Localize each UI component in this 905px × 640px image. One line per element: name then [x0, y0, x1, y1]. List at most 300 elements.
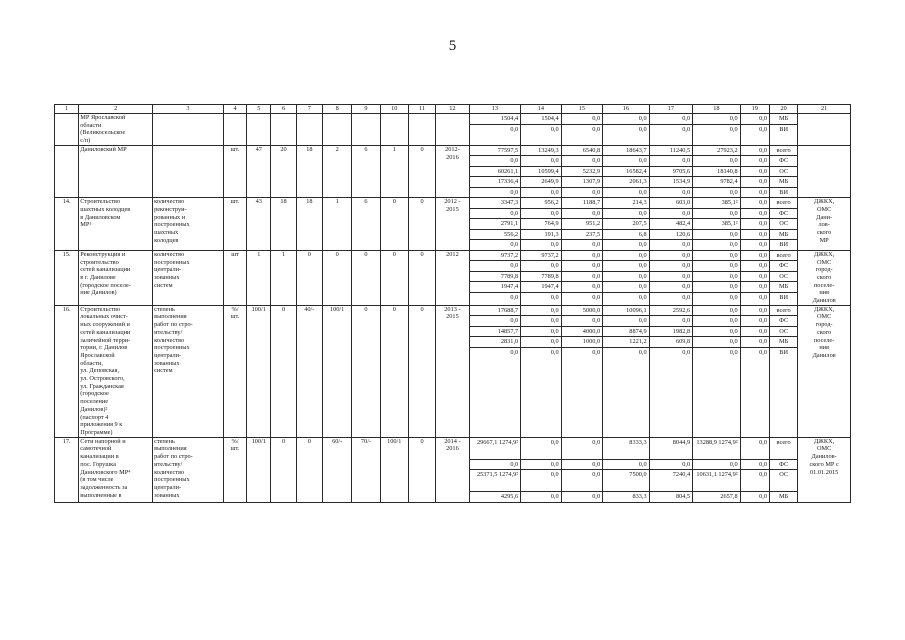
financing-year-2016	[693, 305, 741, 437]
measure-name: Даниловский МР	[79, 145, 153, 198]
column-number-7: 7	[296, 105, 322, 114]
financing-value: 0,0	[741, 219, 769, 230]
financing-value: 7240,4	[650, 470, 692, 492]
financing-value: 0,0	[682, 125, 691, 133]
financing-year-2012	[521, 437, 561, 502]
target-c9: 0	[352, 305, 380, 437]
financing-value: ВИ	[779, 125, 788, 133]
financing-value: 18140,8	[693, 167, 740, 178]
column-number-2: 2	[79, 105, 153, 114]
financing-value: 0,0	[741, 251, 769, 262]
financing-value: 10631,1 1274,9²	[693, 470, 740, 492]
financing-value: 0,0	[759, 125, 767, 133]
unit: шт	[223, 250, 246, 305]
financing-value: 1000,0	[562, 337, 602, 348]
financing-value: 0,0	[470, 460, 521, 471]
financing-value: 0,0	[693, 230, 740, 241]
financing-value: 0,0	[693, 209, 740, 220]
financing-value: 0,0	[741, 460, 769, 471]
financing-source	[769, 250, 797, 305]
financing-value: 0,0	[741, 306, 769, 317]
financing-total	[469, 145, 521, 198]
column-number-6: 6	[271, 105, 296, 114]
target-c7: 18	[296, 198, 322, 251]
financing-value: 0,0	[741, 167, 769, 178]
financing-value: 9737,2	[470, 251, 521, 262]
financing-value: 207,5	[603, 219, 649, 230]
measure-name: Строительство шахтных колодцев в Даниловском МР¹	[79, 198, 153, 251]
financing-value: 11240,5	[650, 146, 692, 157]
financing-year-2013	[561, 145, 602, 198]
financing-value: 2061,3	[603, 177, 649, 188]
financing-value: ВИ	[779, 241, 788, 249]
target-c5: 100/1	[247, 305, 271, 437]
target-c8: 100/1	[322, 305, 351, 437]
column-number-12: 12	[436, 105, 469, 114]
financing-value: ФС	[770, 316, 797, 327]
financing-value: 0,0	[741, 146, 769, 157]
financing-value: 0,0	[510, 188, 519, 196]
financing-year-2013	[561, 437, 602, 502]
financing-value: МБ	[770, 114, 797, 125]
financing-value: 0,0	[741, 337, 769, 348]
financing-source	[769, 198, 797, 251]
financing-value: 0,0	[741, 198, 769, 209]
financing-value: 0,0	[729, 293, 738, 301]
financing-value: 2657,8	[720, 493, 738, 501]
financing-value: 7500,0	[603, 470, 649, 492]
financing-value: 9737,2	[521, 251, 560, 262]
financing-value: 0,0	[741, 327, 769, 338]
financing-value: ВИ	[779, 188, 788, 196]
financing-value: 0,0	[741, 261, 769, 272]
financing-year-2015	[649, 305, 692, 437]
financing-value: ФС	[770, 261, 797, 272]
financing-value: 77597,5	[470, 146, 521, 157]
financing-value: 0,0	[521, 460, 560, 471]
financing-value: 0,0	[759, 493, 767, 501]
financing-value: 7789,8	[521, 272, 560, 283]
financing-year-2012	[521, 198, 561, 251]
financing-value: 0,0	[693, 114, 740, 125]
financing-value: 0,0	[650, 282, 692, 293]
financing-value: 0,0	[741, 316, 769, 327]
financing-value: 0,0	[521, 438, 560, 460]
financing-value: 0,0	[741, 470, 769, 492]
financing-value: 0,0	[592, 493, 601, 501]
financing-value: 0,0	[729, 348, 738, 356]
row-number	[55, 145, 79, 198]
target-c6: 1	[271, 250, 296, 305]
financing-value: 0,0	[693, 261, 740, 272]
financing-value: 4000,0	[562, 327, 602, 338]
financing-value: 0,0	[638, 188, 647, 196]
unit: %/ шт.	[223, 305, 246, 437]
financing-year-2015	[649, 198, 692, 251]
financing-value: 1947,4	[470, 282, 521, 293]
target-c10: 0	[380, 198, 408, 251]
target-c5: 43	[247, 198, 271, 251]
column-number-4: 4	[223, 105, 246, 114]
financing-value: 0,0	[650, 251, 692, 262]
financing-value: 0,0	[550, 493, 559, 501]
financing-value: ВИ	[779, 293, 788, 301]
target-c11	[408, 114, 435, 146]
target-c6: 0	[271, 437, 296, 502]
financing-value: 0,0	[729, 188, 738, 196]
column-number-20: 20	[769, 105, 797, 114]
financing-value: 0,0	[759, 293, 767, 301]
column-number-17: 17	[649, 105, 692, 114]
financing-value: 0,0	[638, 241, 647, 249]
financing-value: 0,0	[693, 337, 740, 348]
row-number: 17.	[55, 437, 79, 502]
column-number-16: 16	[603, 105, 650, 114]
financing-value: 9705,6	[650, 167, 692, 178]
financing-value: 385,1²	[693, 219, 740, 230]
table-row-yaroslavl	[55, 114, 851, 146]
unit: %/ шт.	[223, 437, 246, 502]
executor	[798, 114, 851, 146]
financing-value: МБ	[770, 230, 797, 241]
financing-year-2016	[693, 114, 741, 146]
financing-value: 0,0	[682, 348, 691, 356]
financing-value: 17336,4	[470, 177, 521, 188]
financing-value: 2592,6	[650, 306, 692, 317]
financing-value: 0,0	[650, 156, 692, 167]
financing-value: 6540,8	[562, 146, 602, 157]
financing-year-2017	[740, 114, 769, 146]
financing-total	[469, 198, 521, 251]
target-c5: 1	[247, 250, 271, 305]
financing-year-2012	[521, 305, 561, 437]
financing-value: 1307,9	[562, 177, 602, 188]
financing-value: МБ	[770, 177, 797, 188]
target-c8: 0	[322, 250, 351, 305]
indicator: количество реконструи- рованных и построенных шахтных колодцев	[153, 198, 224, 251]
target-c11: 0	[408, 250, 435, 305]
financing-value: 1504,4	[521, 114, 560, 125]
target-c9	[352, 114, 380, 146]
target-c10: 0	[380, 250, 408, 305]
financing-year-2012	[521, 250, 561, 305]
column-number-11: 11	[408, 105, 435, 114]
indicator	[153, 145, 224, 198]
page-number: 5	[448, 38, 457, 54]
financing-year-2015	[649, 114, 692, 146]
financing-value: 8874,9	[603, 327, 649, 338]
financing-value: МБ	[779, 493, 789, 501]
financing-value: 0,0	[759, 348, 767, 356]
target-c11: 0	[408, 145, 435, 198]
financing-year-2013	[561, 250, 602, 305]
financing-value: 804,5	[675, 493, 691, 501]
financing-value: 0,0	[693, 282, 740, 293]
financing-value: 0,0	[741, 177, 769, 188]
target-c7: 0	[296, 250, 322, 305]
financing-value: 1982,8	[650, 327, 692, 338]
table-row-row-17	[55, 437, 851, 502]
financing-year-2014	[603, 437, 650, 502]
target-c6: 18	[271, 198, 296, 251]
financing-source	[769, 437, 797, 502]
measure-name: Строительство локальных очист- ных сооружений и сетей канализации заличейной терри- тории, г. Данилов Ярославской области, ул. Деповская, ул. Островского, ул. Гражданская (городское поселение Данилов)² (паспорт 4 приложения 9 к Программе)	[79, 305, 153, 437]
financing-value: 0,0	[603, 272, 649, 283]
financing-value: 1188,7	[562, 198, 602, 209]
financing-value: 13288,9 1274,9²	[693, 438, 740, 460]
financing-value: 14857,7	[470, 327, 521, 338]
financing-value: 0,0	[592, 293, 601, 301]
executor: ДЖКХ, ОМС Данилов- ского МР с 01.01.2015	[798, 437, 851, 502]
executor: ДЖКХ, ОМС город- ского поселе- ния Данилов	[798, 305, 851, 437]
financing-value: 2649,9	[521, 177, 560, 188]
financing-value: 17688,7	[470, 306, 521, 317]
financing-value: 16582,4	[603, 167, 649, 178]
implementation-years: 2012	[436, 250, 469, 305]
indicator: количество построенных централи- зованных систем	[153, 250, 224, 305]
financing-value: 214,3	[603, 198, 649, 209]
financing-value: 603,0	[650, 198, 692, 209]
row-number: 16.	[55, 305, 79, 437]
implementation-years: 2012 - 2015	[436, 198, 469, 251]
financing-value: 0,0	[741, 272, 769, 283]
financing-value: 0,0	[550, 125, 559, 133]
financing-value: всего	[770, 251, 797, 262]
financing-value: 191,3	[521, 230, 560, 241]
column-number-3: 3	[153, 105, 224, 114]
financing-value: ВИ	[779, 348, 788, 356]
financing-value: 29667,1 1274,9²	[470, 438, 521, 460]
table-row-row-15	[55, 250, 851, 305]
target-c8: 1	[322, 198, 351, 251]
financing-value: 956,2	[521, 198, 560, 209]
financing-value: 0,0	[562, 282, 602, 293]
financing-value: 0,0	[638, 293, 647, 301]
target-c8: 2	[322, 145, 351, 198]
executor	[798, 145, 851, 198]
financing-value: 0,0	[603, 156, 649, 167]
column-number-18: 18	[693, 105, 741, 114]
target-c8	[322, 114, 351, 146]
financing-value: 0,0	[603, 316, 649, 327]
financing-value: 0,0	[550, 348, 559, 356]
target-c11: 0	[408, 305, 435, 437]
financing-value: 0,0	[741, 114, 769, 125]
financing-value: ОС	[770, 167, 797, 178]
target-c6: 0	[271, 305, 296, 437]
financing-value: 0,0	[729, 241, 738, 249]
financing-value: 18643,7	[603, 146, 649, 157]
financing-value: 0,0	[562, 156, 602, 167]
financing-value: 0,0	[603, 460, 649, 471]
financing-year-2013	[561, 114, 602, 146]
financing-value: 0,0	[693, 316, 740, 327]
financing-value: 0,0	[741, 209, 769, 220]
financing-year-2016	[693, 437, 741, 502]
financing-value: 0,0	[693, 306, 740, 317]
financing-source	[769, 145, 797, 198]
program-table	[54, 104, 851, 503]
financing-year-2014	[603, 114, 650, 146]
financing-value: 0,0	[741, 438, 769, 460]
target-c7: 18	[296, 145, 322, 198]
financing-value: 0,0	[682, 188, 691, 196]
financing-total	[469, 250, 521, 305]
financing-value: 0,0	[470, 261, 521, 272]
financing-value: 1534,9	[650, 177, 692, 188]
financing-year-2015	[649, 250, 692, 305]
row-number: 15.	[55, 250, 79, 305]
financing-value: 0,0	[693, 251, 740, 262]
financing-total	[469, 437, 521, 502]
financing-value: 0,0	[693, 156, 740, 167]
financing-value: 2791,1	[470, 219, 521, 230]
financing-value: 0,0	[603, 114, 649, 125]
financing-value: 0,0	[741, 156, 769, 167]
financing-value: 0,0	[592, 348, 601, 356]
financing-year-2015	[649, 437, 692, 502]
financing-value: 120,6	[650, 230, 692, 241]
financing-value: 0,0	[650, 261, 692, 272]
unit: шт.	[223, 198, 246, 251]
target-c9: 6	[352, 145, 380, 198]
financing-value: 3347,3	[470, 198, 521, 209]
column-number-13: 13	[469, 105, 521, 114]
financing-value: всего	[770, 438, 797, 460]
financing-value: 0,0	[510, 293, 519, 301]
financing-value: 0,0	[562, 470, 602, 492]
financing-value: ОС	[770, 219, 797, 230]
financing-value: 5000,0	[562, 306, 602, 317]
column-number-1: 1	[55, 105, 79, 114]
financing-value: 0,0	[592, 188, 601, 196]
financing-value: 0,0	[650, 114, 692, 125]
financing-value: 0,0	[741, 282, 769, 293]
financing-value: 0,0	[650, 316, 692, 327]
financing-value: 9782,4	[693, 177, 740, 188]
financing-value: 0,0	[592, 241, 601, 249]
target-c10	[380, 114, 408, 146]
row-number	[55, 114, 79, 146]
implementation-years	[436, 114, 469, 146]
financing-source	[769, 114, 797, 146]
financing-year-2016	[693, 198, 741, 251]
unit: шт.	[223, 145, 246, 198]
financing-value: 0,0	[650, 272, 692, 283]
table-row-row-14	[55, 198, 851, 251]
financing-value: 0,0	[510, 348, 519, 356]
financing-value: 385,1²	[693, 198, 740, 209]
financing-value: 0,0	[603, 209, 649, 220]
financing-year-2013	[561, 305, 602, 437]
financing-value: 0,0	[741, 230, 769, 241]
column-number-19: 19	[740, 105, 769, 114]
financing-value: 2831,0	[470, 337, 521, 348]
target-c7: 0	[296, 437, 322, 502]
column-number-15: 15	[561, 105, 602, 114]
financing-value: всего	[770, 306, 797, 317]
financing-value: 1504,4	[470, 114, 521, 125]
financing-value: 0,0	[682, 293, 691, 301]
financing-value: 0,0	[650, 209, 692, 220]
financing-value: 0,0	[521, 156, 560, 167]
financing-value: 0,0	[759, 188, 767, 196]
target-c5	[247, 114, 271, 146]
financing-year-2014	[603, 145, 650, 198]
financing-year-2013	[561, 198, 602, 251]
financing-year-2014	[603, 250, 650, 305]
financing-value: ОС	[770, 327, 797, 338]
financing-value: МБ	[770, 282, 797, 293]
target-c10: 0	[380, 305, 408, 437]
financing-value: 609,8	[650, 337, 692, 348]
target-c8: 60/-	[322, 437, 351, 502]
financing-value: 4295,6	[500, 493, 519, 501]
financing-value: 10599,4	[521, 167, 560, 178]
financing-value: 0,0	[562, 261, 602, 272]
financing-year-2017	[740, 198, 769, 251]
financing-value: 0,0	[550, 241, 559, 249]
target-c10: 1	[380, 145, 408, 198]
financing-value: 7789,8	[470, 272, 521, 283]
financing-year-2012	[521, 114, 561, 146]
financing-value: 27923,2	[693, 146, 740, 157]
financing-value: ОС	[770, 272, 797, 283]
financing-total	[469, 305, 521, 437]
implementation-years: 2013 - 2015	[436, 305, 469, 437]
financing-value: 0,0	[521, 470, 560, 492]
indicator	[153, 114, 224, 146]
financing-value: 0,0	[562, 251, 602, 262]
financing-year-2016	[693, 250, 741, 305]
financing-value: 0,0	[693, 272, 740, 283]
column-number-14: 14	[521, 105, 561, 114]
column-number-10: 10	[380, 105, 408, 114]
column-number-row	[55, 105, 851, 114]
executor: ДЖКХ, ОМС город- ского поселе- ния Данилов	[798, 250, 851, 305]
financing-year-2014	[603, 198, 650, 251]
financing-value: 0,0	[603, 261, 649, 272]
financing-value: 0,0	[562, 209, 602, 220]
financing-year-2017	[740, 305, 769, 437]
financing-value: 0,0	[521, 327, 560, 338]
financing-value: ФС	[770, 209, 797, 220]
financing-value: 0,0	[603, 282, 649, 293]
measure-name: МР Ярославской области (Великосельское с/п)	[79, 114, 153, 146]
financing-value: 0,0	[510, 241, 519, 249]
financing-year-2017	[740, 250, 769, 305]
indicator: степень выполнения работ по стро- ительству/ количество построенных централи- зованных	[153, 437, 224, 502]
measure-name: Сети напорной и самотечной канализации в пос. Горушка Даниловского МР⁴ (в том числе задолженность за выполненные в	[79, 437, 153, 502]
financing-value: ФС	[770, 156, 797, 167]
financing-value: 13249,3	[521, 146, 560, 157]
financing-value: 0,0	[729, 125, 738, 133]
table-row-row-16	[55, 305, 851, 437]
financing-value: 951,2	[562, 219, 602, 230]
column-number-5: 5	[247, 105, 271, 114]
financing-value: 0,0	[682, 241, 691, 249]
financing-value: всего	[770, 146, 797, 157]
financing-value: 0,0	[470, 156, 521, 167]
financing-value: 0,0	[603, 251, 649, 262]
financing-value: 0,0	[693, 327, 740, 338]
executor: ДЖКХ, ОМС Дани- лов- ского МР	[798, 198, 851, 251]
target-c11: 0	[408, 198, 435, 251]
target-c6	[271, 114, 296, 146]
financing-total	[469, 114, 521, 146]
financing-value: 1947,4	[521, 282, 560, 293]
financing-value: всего	[770, 198, 797, 209]
